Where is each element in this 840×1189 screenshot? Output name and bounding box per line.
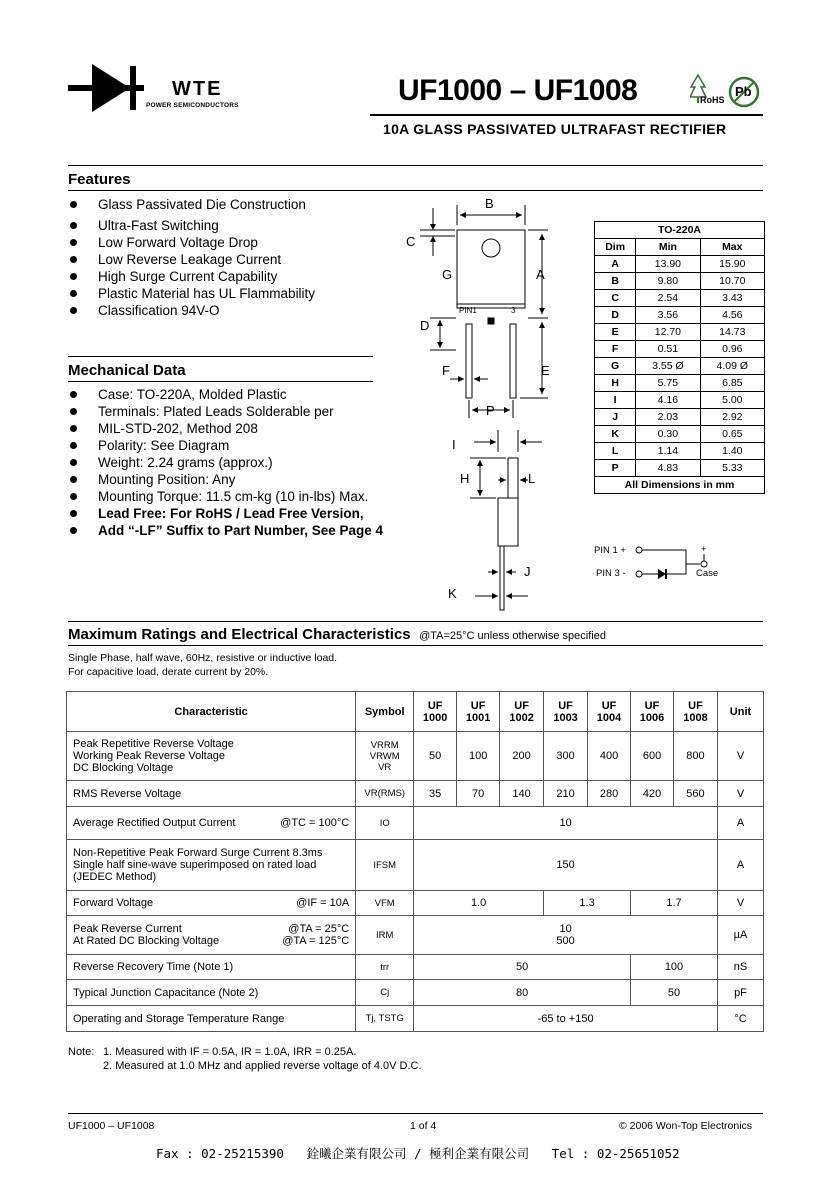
value-cell: 140 bbox=[500, 781, 544, 807]
col-header-unit: Unit bbox=[717, 692, 763, 732]
list-item: Classification 94V-O bbox=[68, 302, 388, 319]
col-header-part: UF 1008 bbox=[674, 692, 718, 732]
value-cell: 1.3 bbox=[544, 891, 631, 916]
dim-table-footer: All Dimensions in mm bbox=[595, 477, 765, 494]
footer-part: UF1000 – UF1008 bbox=[68, 1120, 155, 1132]
footer-contact: Fax : 02-25215390 銓曦企業有限公司 / 極利企業有限公司 Tel : 02-25651052 bbox=[156, 1146, 680, 1161]
table-header-row bbox=[67, 692, 764, 732]
characteristic-cell: Typical Junction Capacitance (Note 2) bbox=[67, 980, 356, 1006]
schematic-case: Case bbox=[696, 568, 719, 579]
schematic-pin1: PIN 1 + bbox=[594, 545, 626, 556]
ratings-title: Maximum Ratings and Electrical Characteristics bbox=[68, 626, 411, 643]
unit-cell: °C bbox=[717, 1006, 763, 1032]
dim-cell: 1.14 bbox=[636, 443, 700, 460]
dim-cell: A bbox=[595, 256, 636, 273]
dim-cell: 2.54 bbox=[636, 290, 700, 307]
dimension-table bbox=[594, 221, 765, 494]
value-cell: 100 bbox=[457, 732, 500, 781]
value-cell: 300 bbox=[544, 732, 588, 781]
dim-cell: 3.56 bbox=[636, 307, 700, 324]
dim-label-g: G bbox=[442, 267, 453, 282]
dim-cell: I bbox=[595, 392, 636, 409]
dim-cell: 15.90 bbox=[700, 256, 764, 273]
dim-label-k: K bbox=[448, 586, 457, 601]
dim-cell: 4.16 bbox=[636, 392, 700, 409]
note-2: 2. Measured at 1.0 MHz and applied reverse voltage of 4.0V D.C. bbox=[103, 1060, 422, 1072]
page-title: UF1000 – UF1008 bbox=[398, 74, 638, 107]
title-rule bbox=[370, 114, 763, 116]
dim-cell: 10.70 bbox=[700, 273, 764, 290]
value-cell: 1.7 bbox=[631, 891, 718, 916]
dim-cell: H bbox=[595, 375, 636, 392]
list-item: Low Forward Voltage Drop bbox=[68, 234, 388, 251]
value-cell: 150 bbox=[414, 840, 718, 891]
mechanical-top-rule bbox=[68, 356, 373, 357]
table-row bbox=[595, 256, 765, 273]
col-header-part: UF 1001 bbox=[457, 692, 500, 732]
unit-cell: V bbox=[717, 891, 763, 916]
dim-cell: L bbox=[595, 443, 636, 460]
dim-cell: 0.30 bbox=[636, 426, 700, 443]
table-row bbox=[67, 807, 764, 840]
col-header-part: UF 1000 bbox=[414, 692, 457, 732]
features-title: Features bbox=[68, 171, 131, 188]
value-cell: 10 bbox=[414, 807, 718, 840]
dim-cell: E bbox=[595, 324, 636, 341]
schematic-plus: + bbox=[701, 544, 707, 555]
ratings-table bbox=[66, 691, 764, 1032]
dim-label-i: I bbox=[452, 437, 456, 452]
dim-cell: K bbox=[595, 426, 636, 443]
pin3-label: 3 bbox=[511, 306, 516, 315]
table-row bbox=[67, 955, 764, 980]
mechanical-title: Mechanical Data bbox=[68, 362, 186, 379]
characteristic-cell: Forward Voltage @IF = 10A bbox=[67, 891, 356, 916]
table-row bbox=[595, 443, 765, 460]
value-cell: 10 500 bbox=[414, 916, 718, 955]
symbol-cell: VR(RMS) bbox=[356, 781, 414, 807]
table-row bbox=[595, 324, 765, 341]
brand-subtitle: POWER SEMICONDUCTORS bbox=[146, 102, 239, 109]
table-row bbox=[595, 341, 765, 358]
table-row bbox=[595, 392, 765, 409]
value-cell: 80 bbox=[414, 980, 631, 1006]
symbol-cell: VFM bbox=[356, 891, 414, 916]
list-item: Terminals: Plated Leads Solderable per bbox=[68, 403, 408, 420]
rohs-icon bbox=[690, 73, 726, 109]
table-row bbox=[595, 409, 765, 426]
col-header-part: UF 1002 bbox=[500, 692, 544, 732]
dim-cell: 12.70 bbox=[636, 324, 700, 341]
unit-cell: A bbox=[717, 840, 763, 891]
list-item: Weight: 2.24 grams (approx.) bbox=[68, 454, 408, 471]
dim-cell: F bbox=[595, 341, 636, 358]
list-item: Add “-LF” Suffix to Part Number, See Page 4 bbox=[68, 522, 408, 539]
pb-free-icon bbox=[728, 76, 760, 108]
features-list bbox=[68, 196, 388, 319]
ratings-note-2: For capacitive load, derate current by 20%. bbox=[68, 666, 269, 678]
ratings-condition: @TA=25°C unless otherwise specified bbox=[419, 630, 606, 642]
pin1-label: PIN1 bbox=[459, 306, 477, 315]
note-label: Note: bbox=[68, 1046, 95, 1058]
characteristic-cell: Non-Repetitive Peak Forward Surge Current 8.3ms Single half sine-wave superimposed on rated load (JEDEC Method) bbox=[67, 840, 356, 891]
dim-table-package: TO-220A bbox=[595, 222, 765, 239]
header-divider bbox=[68, 165, 763, 166]
list-item: Polarity: See Diagram bbox=[68, 437, 408, 454]
symbol-cell: IFSM bbox=[356, 840, 414, 891]
characteristic-cell: RMS Reverse Voltage bbox=[67, 781, 356, 807]
col-header-part: UF 1003 bbox=[544, 692, 588, 732]
characteristic-cell: Peak Repetitive Reverse Voltage Working Peak Reverse Voltage DC Blocking Voltage bbox=[67, 732, 356, 781]
table-row bbox=[67, 840, 764, 891]
table-row bbox=[67, 891, 764, 916]
ratings-heading bbox=[68, 626, 606, 644]
pin-schematic bbox=[594, 540, 764, 590]
list-item: MIL-STD-202, Method 208 bbox=[68, 420, 408, 437]
dim-cell: 6.85 bbox=[700, 375, 764, 392]
value-cell: 1.0 bbox=[414, 891, 544, 916]
dim-label-d: D bbox=[420, 318, 430, 333]
ratings-note-1: Single Phase, half wave, 60Hz, resistive or inductive load. bbox=[68, 652, 338, 664]
dim-col-header: Max bbox=[700, 239, 764, 256]
table-row bbox=[595, 426, 765, 443]
characteristic-cell: Peak Reverse Current @TA = 25°C At Rated DC Blocking Voltage @TA = 125°C bbox=[67, 916, 356, 955]
dim-col-header: Min bbox=[636, 239, 700, 256]
unit-cell: V bbox=[717, 781, 763, 807]
col-header-part: UF 1004 bbox=[588, 692, 631, 732]
dim-col-header: Dim bbox=[595, 239, 636, 256]
value-cell: 420 bbox=[631, 781, 674, 807]
footer-page: 1 of 4 bbox=[410, 1120, 437, 1132]
value-cell: 100 bbox=[631, 955, 718, 980]
value-cell: 800 bbox=[674, 732, 718, 781]
dim-cell: 4.56 bbox=[700, 307, 764, 324]
footer-copyright: © 2006 Won-Top Electronics bbox=[619, 1120, 753, 1132]
list-item: Glass Passivated Die Construction bbox=[68, 196, 388, 213]
rohs-label: RoHS bbox=[700, 95, 725, 105]
value-cell: 210 bbox=[544, 781, 588, 807]
value-cell: 560 bbox=[674, 781, 718, 807]
table-row bbox=[595, 460, 765, 477]
dim-label-a: A bbox=[536, 267, 545, 282]
dim-label-e: E bbox=[541, 363, 550, 378]
dim-label-b: B bbox=[485, 196, 494, 211]
list-item: Mounting Torque: 11.5 cm-kg (10 in-lbs) Max. bbox=[68, 488, 408, 505]
list-item: Ultra-Fast Switching bbox=[68, 217, 388, 234]
value-cell: 50 bbox=[631, 980, 718, 1006]
list-item: Lead Free: For RoHS / Lead Free Version, bbox=[68, 505, 408, 522]
dim-cell: 0.65 bbox=[700, 426, 764, 443]
col-header-symbol: Symbol bbox=[356, 692, 414, 732]
dim-cell: P bbox=[595, 460, 636, 477]
mechanical-list bbox=[68, 386, 408, 539]
package-outline-diagram bbox=[400, 190, 580, 620]
symbol-cell: Tj, TSTG bbox=[356, 1006, 414, 1032]
dim-cell: 2.92 bbox=[700, 409, 764, 426]
page-subtitle: 10A GLASS PASSIVATED ULTRAFAST RECTIFIER bbox=[383, 121, 727, 137]
dim-cell: G bbox=[595, 358, 636, 375]
table-row bbox=[595, 358, 765, 375]
col-header-characteristic: Characteristic bbox=[67, 692, 356, 732]
unit-cell: pF bbox=[717, 980, 763, 1006]
value-cell: 70 bbox=[457, 781, 500, 807]
dim-cell: 4.09 Ø bbox=[700, 358, 764, 375]
value-cell: -65 to +150 bbox=[414, 1006, 718, 1032]
table-row bbox=[595, 307, 765, 324]
ratings-top-rule bbox=[68, 621, 763, 622]
dim-cell: 3.55 Ø bbox=[636, 358, 700, 375]
pb-label: Pb bbox=[735, 84, 752, 99]
dim-cell: 0.51 bbox=[636, 341, 700, 358]
dim-label-l: L bbox=[528, 471, 536, 486]
dim-cell: 13.90 bbox=[636, 256, 700, 273]
list-item: Low Reverse Leakage Current bbox=[68, 251, 388, 268]
dim-cell: 5.75 bbox=[636, 375, 700, 392]
footer-rule bbox=[68, 1113, 763, 1114]
dim-cell: B bbox=[595, 273, 636, 290]
symbol-cell: trr bbox=[356, 955, 414, 980]
characteristic-cell: Average Rectified Output Current @TC = 100°C bbox=[67, 807, 356, 840]
dim-label-h: H bbox=[460, 471, 470, 486]
dim-cell: J bbox=[595, 409, 636, 426]
table-row bbox=[595, 273, 765, 290]
value-cell: 600 bbox=[631, 732, 674, 781]
dim-label-p: P bbox=[486, 403, 495, 418]
dim-cell: 1.40 bbox=[700, 443, 764, 460]
list-item: High Surge Current Capability bbox=[68, 268, 388, 285]
characteristic-cell: Reverse Recovery Time (Note 1) bbox=[67, 955, 356, 980]
table-row bbox=[595, 290, 765, 307]
unit-cell: µA bbox=[717, 916, 763, 955]
dim-cell: 5.00 bbox=[700, 392, 764, 409]
ratings-rule bbox=[68, 645, 763, 646]
dim-cell: C bbox=[595, 290, 636, 307]
symbol-cell: Cj bbox=[356, 980, 414, 1006]
diode-logo-icon bbox=[68, 64, 148, 114]
dim-cell: D bbox=[595, 307, 636, 324]
list-item: Case: TO-220A, Molded Plastic bbox=[68, 386, 408, 403]
table-row bbox=[67, 1006, 764, 1032]
brand-name: WTE bbox=[172, 78, 223, 100]
value-cell: 35 bbox=[414, 781, 457, 807]
dim-cell: 0.96 bbox=[700, 341, 764, 358]
dim-label-j: J bbox=[524, 564, 531, 579]
dim-cell: 14.73 bbox=[700, 324, 764, 341]
table-row bbox=[67, 980, 764, 1006]
value-cell: 50 bbox=[414, 732, 457, 781]
dim-cell: 3.43 bbox=[700, 290, 764, 307]
symbol-cell: IRM bbox=[356, 916, 414, 955]
table-row bbox=[67, 781, 764, 807]
value-cell: 200 bbox=[500, 732, 544, 781]
unit-cell: V bbox=[717, 732, 763, 781]
schematic-pin3: PIN 3 - bbox=[596, 568, 626, 579]
value-cell: 400 bbox=[588, 732, 631, 781]
note-1: 1. Measured with IF = 0.5A, IR = 1.0A, IRR = 0.25A. bbox=[103, 1046, 357, 1058]
table-row bbox=[67, 732, 764, 781]
dim-label-f: F bbox=[442, 363, 450, 378]
table-row bbox=[595, 375, 765, 392]
table-row bbox=[67, 916, 764, 955]
col-header-part: UF 1006 bbox=[631, 692, 674, 732]
mechanical-rule bbox=[68, 381, 373, 382]
wte-logo bbox=[68, 64, 248, 114]
dim-cell: 2.03 bbox=[636, 409, 700, 426]
symbol-cell: IO bbox=[356, 807, 414, 840]
dim-cell: 9.80 bbox=[636, 273, 700, 290]
dim-cell: 4.83 bbox=[636, 460, 700, 477]
dim-cell: 5.33 bbox=[700, 460, 764, 477]
unit-cell: A bbox=[717, 807, 763, 840]
unit-cell: nS bbox=[717, 955, 763, 980]
symbol-cell: VRRM VRWM VR bbox=[356, 732, 414, 781]
list-item: Mounting Position: Any bbox=[68, 471, 408, 488]
value-cell: 50 bbox=[414, 955, 631, 980]
value-cell: 280 bbox=[588, 781, 631, 807]
characteristic-cell: Operating and Storage Temperature Range bbox=[67, 1006, 356, 1032]
dim-label-c: C bbox=[406, 234, 416, 249]
list-item: Plastic Material has UL Flammability bbox=[68, 285, 388, 302]
